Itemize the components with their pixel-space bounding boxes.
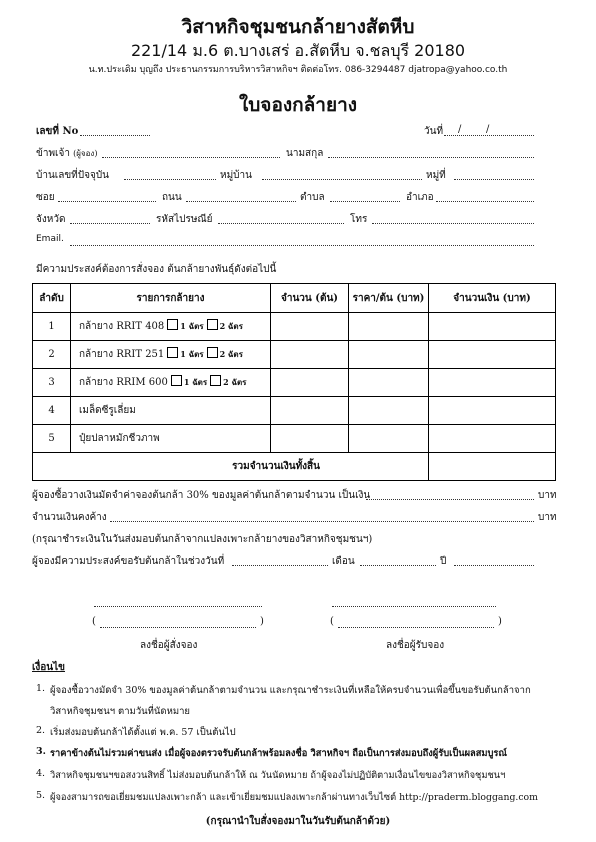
date-sep-2: /: [486, 124, 490, 135]
email-line[interactable]: [70, 245, 534, 246]
row-item: เมล็ดซีรูเลี่ยม: [71, 397, 271, 425]
checkbox-2-tier[interactable]: [207, 347, 218, 358]
row-price[interactable]: [349, 313, 429, 341]
date-line[interactable]: [444, 135, 534, 136]
condition-number-2: 2.: [36, 725, 46, 736]
row-qty[interactable]: [271, 397, 349, 425]
province-line[interactable]: [70, 223, 150, 224]
row-qty[interactable]: [271, 425, 349, 453]
checkbox-2-tier[interactable]: [207, 319, 218, 330]
col-header-price: ราคา/ต้น (บาท): [349, 284, 429, 313]
month-label: เดือน: [332, 556, 355, 567]
condition-number-5: 5.: [36, 790, 46, 801]
table-row: [33, 369, 556, 397]
col-header-amount: จำนวนเงิน (บาท): [429, 284, 556, 313]
receive-year-line[interactable]: [454, 565, 534, 566]
deposit-note: (กรุณาชำระเงินในวันส่งมอบต้นกล้าจากแปลงเพาะกล้ายางของวิสาหกิจชุมชนฯ): [32, 534, 373, 545]
email-label: Email.: [36, 234, 64, 244]
row-item: กล้ายาง RRIT 408 1 ฉัตร 2 ฉัตร: [71, 313, 271, 341]
surname-line[interactable]: [328, 157, 534, 158]
baht-label-1: บาท: [538, 490, 557, 501]
date-label: วันที่: [424, 126, 444, 137]
col-header-item: รายการกล้ายาง: [71, 284, 271, 313]
table-row: [33, 425, 556, 453]
table-row: [33, 313, 556, 341]
receiver-label: ลงชื่อผู้รับจอง: [386, 640, 445, 651]
receiver-paren-open: (: [330, 616, 334, 627]
orderer-name-line[interactable]: [100, 627, 256, 628]
condition-number-1: 1.: [36, 683, 46, 694]
row-amount[interactable]: [429, 313, 556, 341]
row-qty[interactable]: [271, 313, 349, 341]
phone-line[interactable]: [372, 223, 534, 224]
checkbox-1-tier[interactable]: [171, 375, 182, 386]
number-line[interactable]: [80, 135, 150, 136]
orderer-paren-open: (: [92, 616, 96, 627]
moo-line[interactable]: [454, 179, 534, 180]
year-label: ปี: [440, 556, 447, 567]
col-header-no: ลำดับ: [33, 284, 71, 313]
table-total-row: [33, 453, 556, 481]
tambon-label: ตำบล: [300, 192, 325, 203]
receiver-name-line[interactable]: [338, 627, 494, 628]
phone-label: โทร: [350, 214, 368, 225]
postcode-label: รหัสไปรษณีย์: [156, 214, 213, 225]
amphoe-line[interactable]: [436, 201, 534, 202]
org-name: วิสาหกิจชุมชนกล้ายางสัตหีบ: [181, 16, 415, 38]
condition-4: วิสาหกิจชุมชนฯขอสงวนสิทธิ์ ไม่ส่งมอบต้นกล้าให้ ณ วันนัดหมาย ถ้าผู้จองไม่ปฏิบัติตามเงื่อนไขของวิสาหกิจชุมชนฯ: [50, 770, 506, 781]
road-line[interactable]: [186, 201, 296, 202]
receiver-paren-close: ): [498, 616, 502, 627]
condition-number-3: 3.: [36, 746, 46, 757]
org-address: 221/14 ม.6 ต.บางเสร่ อ.สัตหีบ จ.ชลบุรี 20180: [130, 41, 466, 60]
house-no-label: บ้านเลขที่ปัจจุบัน: [36, 170, 110, 181]
row-amount[interactable]: [429, 369, 556, 397]
road-label: ถนน: [162, 192, 182, 203]
soi-label: ซอย: [36, 192, 55, 203]
deposit-line-1: ผู้จองซื้อวางเงินมัดจำค่าจองต้นกล้า 30% ของมูลค่าต้นกล้าตามจำนวน เป็นเงิน: [32, 490, 371, 501]
balance-amount-line[interactable]: [110, 521, 534, 522]
row-no: 2: [33, 341, 71, 369]
row-no: 3: [33, 369, 71, 397]
row-no: 1: [33, 313, 71, 341]
condition-1-line-2: วิสาหกิจชุมชนฯ ตามวันที่นัดหมาย: [50, 706, 190, 717]
condition-number-4: 4.: [36, 768, 46, 779]
conditions-title: เงื่อนไข: [32, 662, 66, 673]
table-header-row: [33, 284, 556, 313]
condition-3: ราคาข้างต้นไม่รวมค่าขนส่ง เมื่อผู้จองตรวจรับต้นกล้าพร้อมลงชื่อ วิสาหกิจฯ ถือเป็นการส่งมอบถึงผู้รับเป็นผลสมบูรณ์: [50, 748, 508, 759]
receive-month-line[interactable]: [360, 565, 436, 566]
receive-day-line[interactable]: [232, 565, 328, 566]
row-price[interactable]: [349, 341, 429, 369]
row-qty[interactable]: [271, 369, 349, 397]
condition-5: ผู้จองสามารถขอเยี่ยมชมแปลงเพาะกล้า และเข้าเยี่ยมชมแปลงเพาะกล้าผ่านทางเว็บไซต์ http://praderm.bloggang.com: [50, 792, 538, 803]
orderer-signature-line[interactable]: [94, 606, 262, 607]
row-item: กล้ายาง RRIM 600 1 ฉัตร 2 ฉัตร: [71, 369, 271, 397]
amphoe-label: อำเภอ: [406, 192, 434, 203]
row-amount[interactable]: [429, 425, 556, 453]
row-amount[interactable]: [429, 397, 556, 425]
surname-label: นามสกุล: [286, 148, 324, 159]
form-title: ใบจองกล้ายาง: [238, 94, 358, 116]
receive-label: ผู้จองมีความประสงค์ขอรับต้นกล้าในช่วงวันที่: [32, 556, 225, 567]
total-amount[interactable]: [429, 453, 556, 481]
row-price[interactable]: [349, 369, 429, 397]
province-label: จังหวัด: [36, 214, 66, 225]
soi-line[interactable]: [58, 201, 156, 202]
checkbox-2-tier[interactable]: [210, 375, 221, 386]
row-no: 5: [33, 425, 71, 453]
table-row: [33, 341, 556, 369]
deposit-line-2: จำนวนเงินคงค้าง: [32, 512, 107, 523]
orderer-paren-close: ): [260, 616, 264, 627]
total-label: รวมจำนวนเงินทั้งสิ้น: [33, 453, 429, 481]
row-item: ปุ๋ยปลาหมักชีวภาพ: [71, 425, 271, 453]
row-price[interactable]: [349, 425, 429, 453]
row-price[interactable]: [349, 397, 429, 425]
condition-2: เริ่มส่งมอบต้นกล้าได้ตั้งแต่ พ.ค. 57 เป็นต้นไป: [50, 727, 236, 738]
table-row: [33, 397, 556, 425]
conditions-footer: (กรุณานำใบสั่งจองมาในวันรับต้นกล้าด้วย): [205, 816, 391, 827]
receiver-signature-line[interactable]: [332, 606, 496, 607]
checkbox-1-tier[interactable]: [167, 347, 178, 358]
house-no-line[interactable]: [124, 179, 216, 180]
intro-text: มีความประสงค์ต้องการสั่งจอง ต้นกล้ายางพันธุ์ดังต่อไปนี้: [36, 264, 277, 275]
baht-label-2: บาท: [538, 512, 557, 523]
number-label: เลขที่ No: [36, 126, 79, 137]
deposit-amount-line[interactable]: [366, 499, 534, 500]
name-label: ข้าพเจ้า (ผู้จอง): [36, 148, 98, 159]
date-sep-1: /: [458, 124, 462, 135]
row-qty[interactable]: [271, 341, 349, 369]
orderer-label: ลงชื่อผู้สั่งจอง: [140, 640, 198, 651]
village-line[interactable]: [262, 179, 422, 180]
row-no: 4: [33, 397, 71, 425]
row-amount[interactable]: [429, 341, 556, 369]
moo-label: หมู่ที่: [426, 170, 446, 181]
row-item: กล้ายาง RRIT 251 1 ฉัตร 2 ฉัตร: [71, 341, 271, 369]
tambon-line[interactable]: [330, 201, 400, 202]
condition-1-line-1: ผู้จองซื้อวางมัดจำ 30% ของมูลค่าต้นกล้าตามจำนวน และกรุณาชำระเงินที่เหลือให้ครบจำนวนเพื่อขึ้นขอรับต้นกล้าจาก: [50, 685, 531, 696]
name-line[interactable]: [102, 157, 280, 158]
col-header-qty: จำนวน (ต้น): [271, 284, 349, 313]
org-contact: น.ท.ประเดิม บุญถึง ประธานกรรมการบริหารวิสาหกิจฯ ติดต่อโทร. 086-3294487 djatropa@yahoo.co.th: [88, 65, 508, 75]
village-label: หมู่บ้าน: [220, 170, 252, 181]
postcode-line[interactable]: [218, 223, 344, 224]
order-table: [32, 283, 556, 481]
checkbox-1-tier[interactable]: [167, 319, 178, 330]
